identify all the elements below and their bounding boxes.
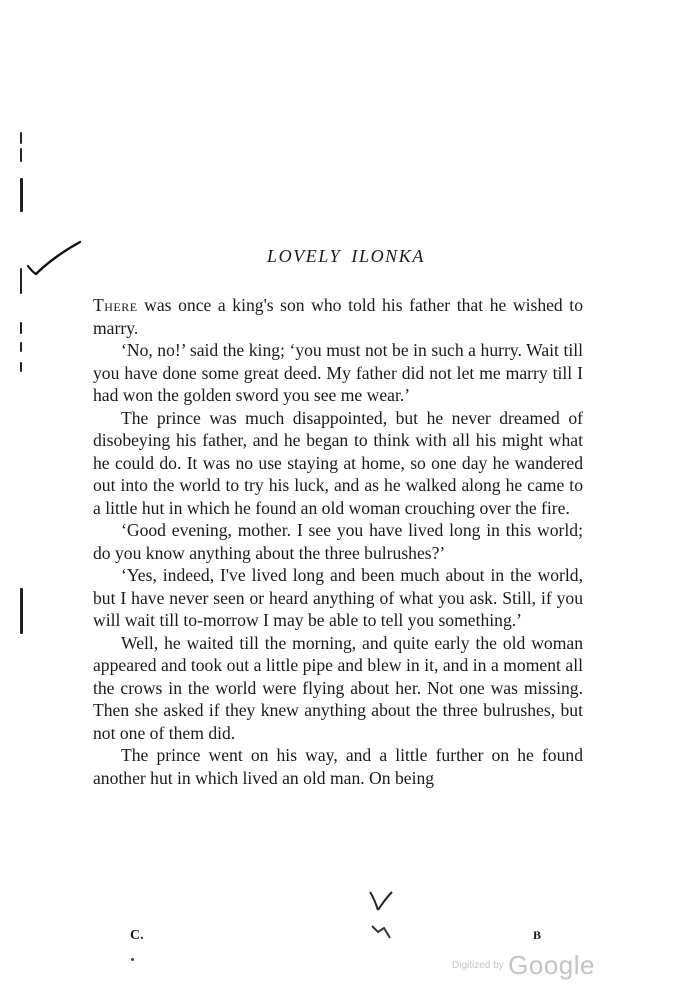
digitized-watermark bbox=[452, 950, 595, 981]
margin-mark bbox=[20, 362, 22, 372]
paragraph: ‘Good evening, mother. I see you have lived long in this world; do you know anything about the three bulrushes?’ bbox=[93, 520, 583, 563]
signature-mark: B bbox=[533, 928, 542, 942]
ink-smudge-icon bbox=[370, 922, 394, 942]
margin-mark bbox=[20, 588, 23, 634]
margin-mark bbox=[20, 132, 22, 144]
story-text bbox=[93, 294, 583, 789]
margin-mark bbox=[20, 178, 23, 212]
google-logo: Google bbox=[508, 950, 595, 980]
watermark-prefix: Digitized by bbox=[452, 960, 504, 971]
margin-mark bbox=[20, 322, 22, 334]
margin-mark bbox=[20, 148, 22, 162]
paragraph: ‘Yes, indeed, I've lived long and been much about in the world, but I have never seen or heard anything of what you ask. Still, if you will wait till to-morrow I may be able to tell you something.’ bbox=[93, 565, 583, 630]
story-title: LOVELY ILONKA bbox=[267, 246, 425, 266]
paragraph: The prince was much disappointed, but he never dreamed of disobeying his father, and he began to think with all his might what he could do. It was no use staying at home, so one day he wandered out into the world to try his luck, and as he walked along he came to a little hut in which he found an old woman crouching over the fire. bbox=[93, 407, 583, 518]
paragraph: Well, he waited till the morning, and quite early the old woman appeared and took out a little pipe and blew in it, and in a moment all the crows in the world were flying about her. Not one was missing. Then she asked if they knew anything about the three bulrushes, but not one of them did. bbox=[93, 632, 583, 743]
margin-mark bbox=[20, 342, 22, 352]
ink-dot bbox=[131, 958, 134, 961]
paragraph: The prince went on his way, and a little further on he found another hut in which lived an old man. On being bbox=[93, 745, 583, 788]
drop-word: There bbox=[93, 295, 138, 315]
paragraph: ‘No, no!’ said the king; ‘you must not be in such a hurry. Wait till you have done some great deed. My father did not let me marry till I had won the golden sword you see me wear.’ bbox=[93, 340, 583, 405]
ink-smudge-icon bbox=[368, 888, 396, 914]
margin-mark bbox=[20, 268, 22, 294]
signature-mark: C. bbox=[130, 928, 144, 943]
paragraph: There was once a king's son who told his father that he wished to marry. bbox=[93, 295, 583, 338]
